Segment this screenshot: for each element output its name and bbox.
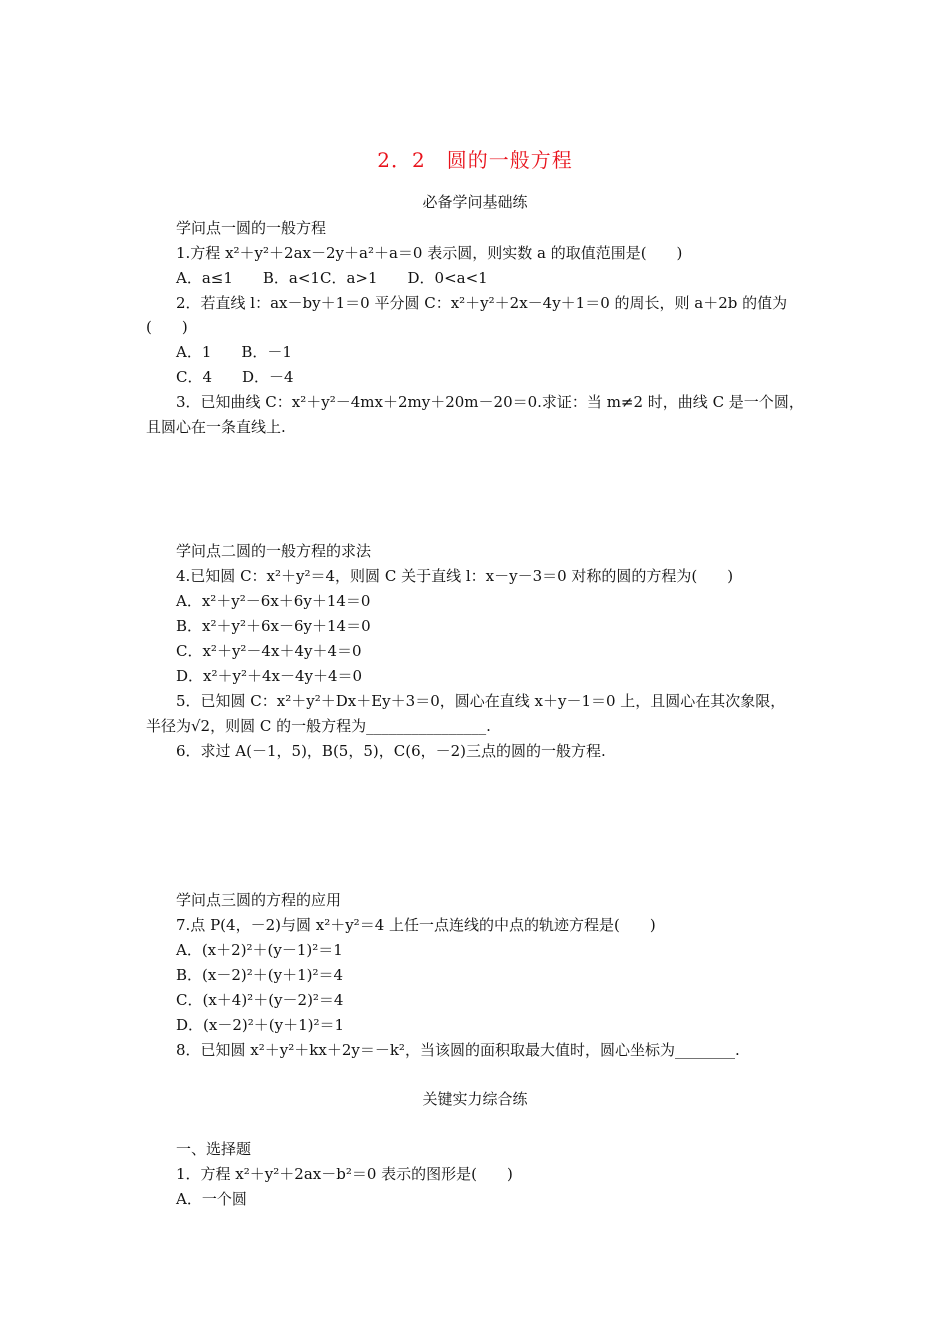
question-5-cont: 半径为√2，则圆 C 的一般方程为________________. xyxy=(146,717,491,735)
question-2: 2．若直线 l：ax－by＋1＝0 平分圆 C：x²＋y²＋2x－4y＋1＝0 的周长，则 a＋2b 的值为 xyxy=(176,294,788,312)
knowledge-point-1: 学问点一圆的一般方程 xyxy=(176,219,327,237)
question-6: 6．求过 A(－1，5)，B(5，5)，C(6，－2)三点的圆的一般方程. xyxy=(176,742,606,760)
section2-question-1-option-a: A．一个圆 xyxy=(176,1190,247,1208)
question-4: 4.已知圆 C：x²＋y²＝4，则圆 C 关于直线 l：x－y－3＝0 对称的圆的方程为( ) xyxy=(176,567,734,585)
question-7-option-a: A．(x＋2)²＋(y－1)²＝1 xyxy=(176,941,343,959)
section-heading-comprehensive: 关键实力综合练 xyxy=(422,1090,528,1108)
question-4-option-b: B．x²＋y²＋6x－6y＋14＝0 xyxy=(176,617,371,635)
knowledge-point-3: 学问点三圆的方程的应用 xyxy=(176,891,342,909)
question-2-options-ab: A．1 B．－1 xyxy=(176,343,292,361)
knowledge-point-2: 学问点二圆的一般方程的求法 xyxy=(176,542,372,560)
question-7-option-b: B．(x－2)²＋(y＋1)²＝4 xyxy=(176,966,344,984)
question-7-option-d: D．(x－2)²＋(y＋1)²＝1 xyxy=(176,1016,345,1034)
question-2-options-cd: C．4 D．－4 xyxy=(176,368,294,386)
part-heading: 一、选择题 xyxy=(176,1140,252,1158)
question-8: 8．已知圆 x²＋y²＋kx＋2y＝－k²，当该圆的面积取最大值时，圆心坐标为________. xyxy=(176,1041,740,1059)
question-2-blank: ( ) xyxy=(146,318,188,336)
question-1-options: A．a≤1 B．a<1C．a>1 D．0<a<1 xyxy=(176,269,488,287)
section2-question-1: 1．方程 x²＋y²＋2ax－b²＝0 表示的图形是( ) xyxy=(176,1165,513,1183)
section-heading-basic: 必备学问基础练 xyxy=(422,193,528,211)
question-4-option-a: A．x²＋y²－6x＋6y＋14＝0 xyxy=(176,592,371,610)
question-3-cont: 且圆心在一条直线上. xyxy=(146,418,286,436)
question-7: 7.点 P(4，－2)与圆 x²＋y²＝4 上任一点连线的中点的轨迹方程是( ) xyxy=(176,916,656,934)
question-3: 3．已知曲线 C：x²＋y²－4mx＋2my＋20m－20＝0.求证：当 m≠2 时，曲线 C 是一个圆， xyxy=(176,393,804,411)
question-7-option-c: C．(x＋4)²＋(y－2)²＝4 xyxy=(176,991,344,1009)
question-4-option-d: D．x²＋y²＋4x－4y＋4＝0 xyxy=(176,667,363,685)
question-1: 1.方程 x²＋y²＋2ax－2y＋a²＋a＝0 表示圆，则实数 a 的取值范围是( ) xyxy=(176,244,683,262)
question-4-option-c: C．x²＋y²－4x＋4y＋4＝0 xyxy=(176,642,362,660)
page-title: 2．2 圆的一般方程 xyxy=(377,148,573,172)
question-5: 5．已知圆 C：x²＋y²＋Dx＋Ey＋3＝0，圆心在直线 x＋y－1＝0 上，且圆心在其次象限， xyxy=(176,692,786,710)
